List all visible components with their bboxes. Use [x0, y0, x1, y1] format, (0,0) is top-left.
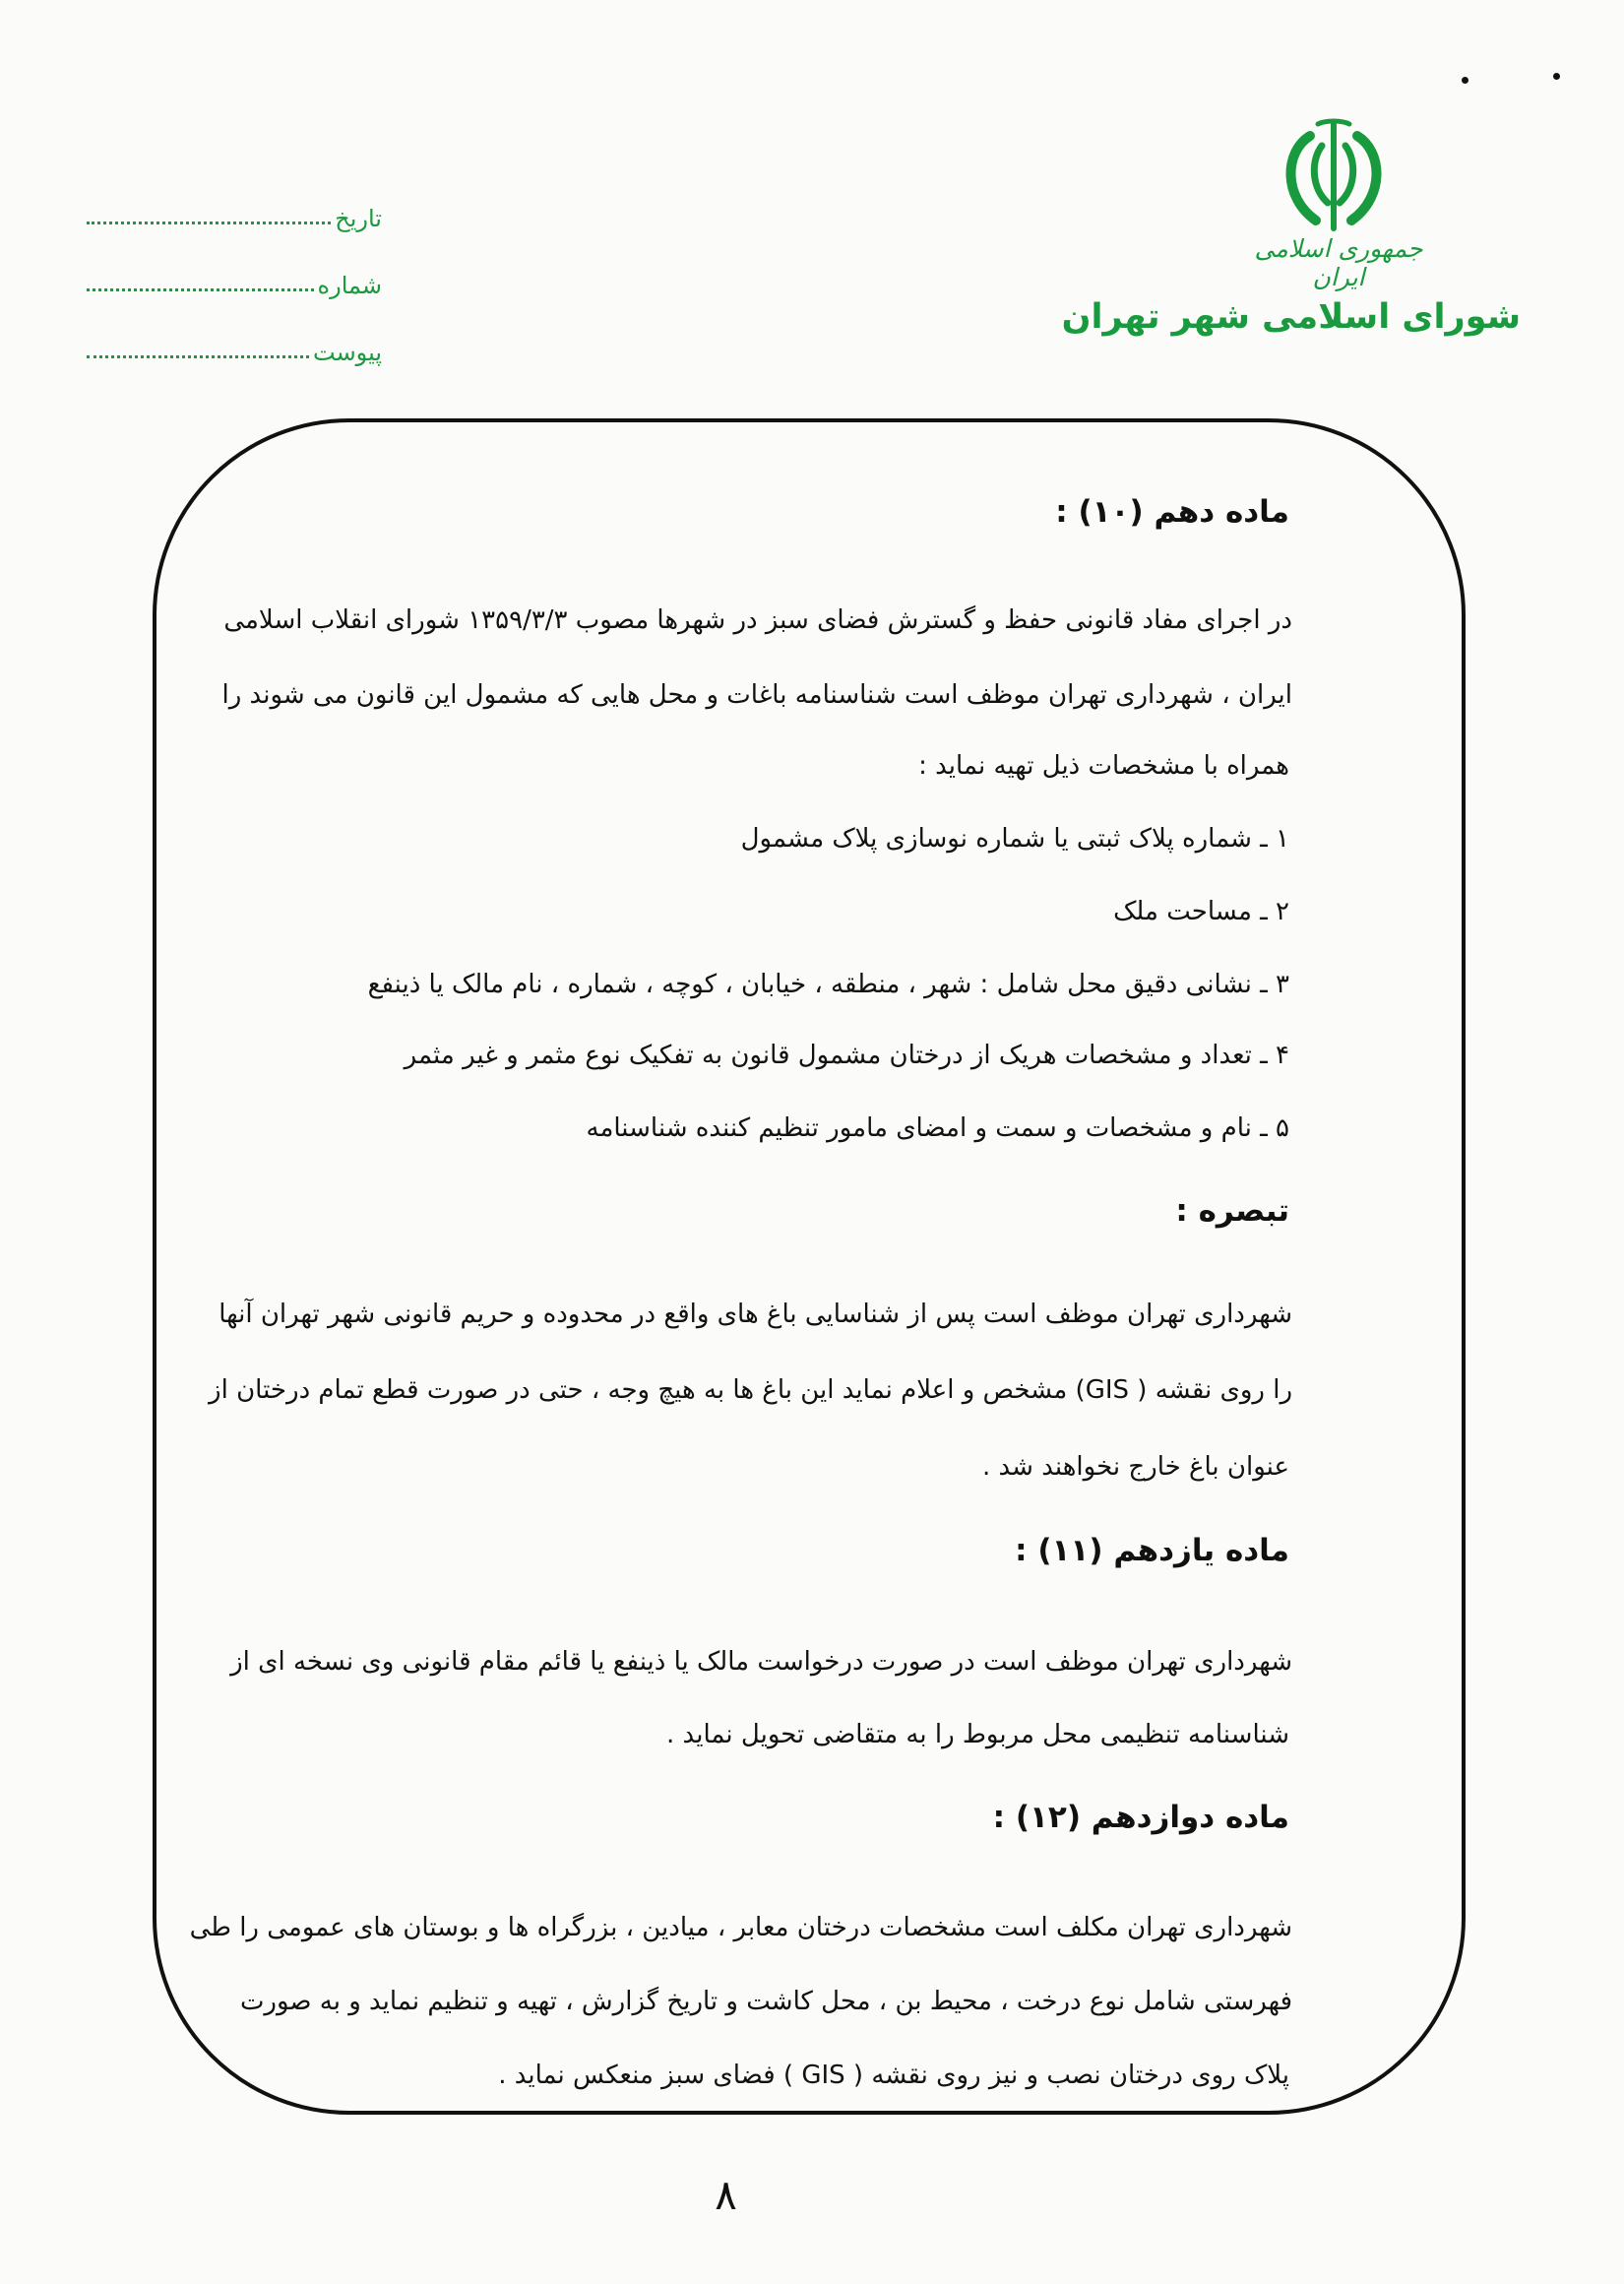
emblem-caption: جمهوری اسلامی ایران: [1254, 234, 1423, 291]
article-11-title: ماده یازدهم (۱۱) :: [1015, 1533, 1289, 1568]
number-field-line: [87, 288, 314, 291]
article-10-item: ۳ ـ نشانی دقیق محل شامل : شهر ، منطقه ، خیابان ، کوچه ، شماره ، نام مالک یا ذینفع: [367, 970, 1289, 999]
article-11-text: شناسنامه تنظیمی محل مربوط را به متقاضی تحویل نماید .: [666, 1720, 1289, 1749]
note-text: عنوان باغ خارج نخواهند شد .: [981, 1452, 1289, 1482]
scan-speck: [1553, 73, 1560, 80]
article-10-item: ۵ ـ نام و مشخصات و سمت و امضای مامور تنظیم کننده شناسنامه: [586, 1113, 1289, 1143]
article-12-text: پلاک روی درختان نصب و نیز روی نقشه ( GIS ) فضای سبز منعکس نماید .: [498, 2061, 1289, 2090]
number-row: [87, 232, 382, 299]
article-11-text: شهرداری تهران موظف است در صورت درخواست مالک یا ذینفع یا قائم مقام قانونی وی نسخه ای از: [230, 1647, 1292, 1677]
article-10-item: ۴ ـ تعداد و مشخصات هریک از درختان مشمول قانون به تفکیک نوع مثمر و غیر مثمر: [404, 1041, 1289, 1070]
article-10-title: ماده دهم (۱۰) :: [1055, 494, 1289, 530]
attachment-field-line: [87, 355, 309, 358]
date-label: تاریخ: [335, 205, 382, 232]
article-12-text: فهرستی شامل نوع درخت ، محیط بن ، محل کاشت و تاریخ گزارش ، تهیه و تنظیم نماید و به صورت: [239, 1987, 1292, 2016]
content-frame: [153, 418, 1466, 2115]
date-row: [87, 165, 382, 232]
letter-meta: [87, 165, 382, 366]
date-field-line: [87, 222, 331, 224]
note-text: را روی نقشه ( GIS) مشخص و اعلام نماید این باغ ها به هیچ وجه ، حتی در صورت قطع تمام درختان از: [209, 1375, 1292, 1405]
article-10-text: در اجرای مفاد قانونی حفظ و گسترش فضای سبز در شهرها مصوب ۱۳۵۹/۳/۳ شورای انقلاب اسلامی: [223, 605, 1292, 635]
article-10-item: ۲ ـ مساحت ملک: [1113, 897, 1289, 926]
iran-emblem-icon: [1265, 118, 1403, 236]
article-10-text: ایران ، شهرداری تهران موظف است شناسنامه باغات و محل هایی که مشمول این قانون می شوند را: [221, 680, 1292, 710]
page-number: ۸: [715, 2171, 737, 2219]
attachment-label: پیوست: [313, 339, 382, 366]
article-10-item: ۱ ـ شماره پلاک ثبتی یا شماره نوسازی پلاک مشمول: [740, 824, 1289, 854]
note-text: شهرداری تهران موظف است پس از شناسایی باغ های واقع در محدوده و حریم قانونی شهر تهران آنها: [219, 1300, 1292, 1329]
attachment-row: [87, 299, 382, 366]
scan-speck: [1462, 77, 1468, 84]
council-name: شورای اسلامی شهر تهران: [1061, 297, 1521, 337]
number-label: شماره: [317, 272, 382, 299]
article-10-text: همراه با مشخصات ذیل تهیه نماید :: [918, 751, 1289, 781]
article-12-text: شهرداری تهران مکلف است مشخصات درختان معابر ، میادین ، بزرگراه ها و بوستان های عمومی را طی: [189, 1913, 1292, 1942]
note-title: تبصره :: [1175, 1193, 1289, 1229]
article-12-title: ماده دوازدهم (۱۲) :: [992, 1800, 1289, 1835]
